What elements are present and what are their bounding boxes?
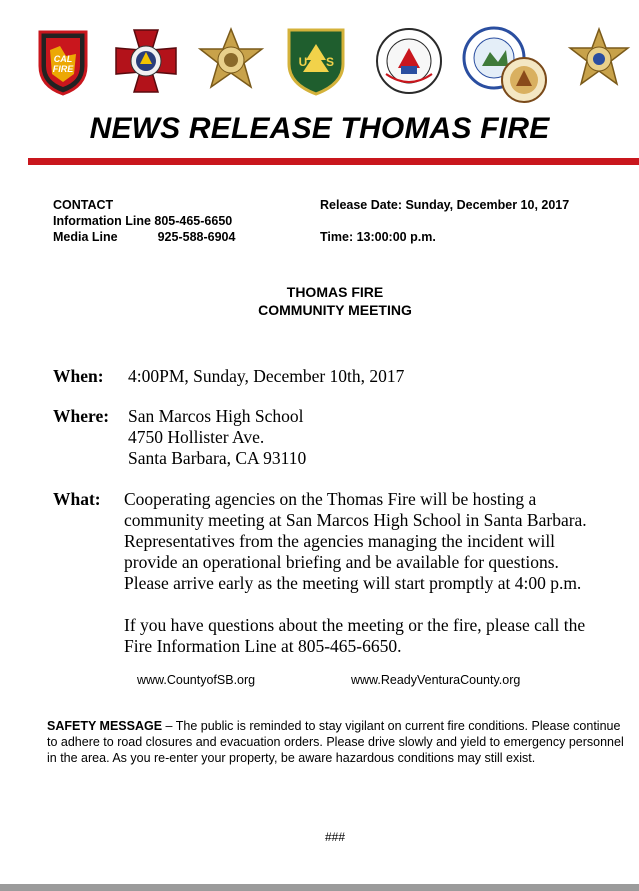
where-label: Where:	[53, 406, 110, 426]
release-time: Time: 13:00:00 p.m.	[320, 230, 436, 244]
release-date: Release Date: Sunday, December 10, 2017	[320, 198, 570, 212]
what-line: Cooperating agencies on the Thomas Fire will be hosting a	[124, 489, 537, 509]
meeting-heading	[0, 283, 639, 319]
when-label: When:	[53, 366, 104, 386]
what-label: What:	[53, 489, 101, 509]
what-line: If you have questions about the meeting or the fire, please call the	[124, 615, 586, 635]
bottom-divider	[0, 884, 639, 891]
santa-barbara-sheriff-star-icon	[196, 26, 266, 101]
agency-logos-row	[0, 26, 639, 106]
what-line: community meeting at San Marcos High School in Santa Barbara.	[124, 510, 587, 530]
contact-heading: CONTACT	[53, 198, 114, 212]
where-line-1: San Marcos High School	[128, 406, 304, 426]
svg-text:CAL: CAL	[53, 54, 73, 64]
what-paragraph-2	[124, 615, 585, 657]
release-block	[320, 197, 569, 245]
safety-message-text: – The public is reminded to stay vigilant on current fire conditions. Please continue to adhere to road closures and evacuation orders. Please drive slowly and yield to emergency personnel in the area. As you re-enter your property, be aware hazardous conditions may still exist.	[47, 719, 624, 765]
page-title: NEWS RELEASE THOMAS FIRE	[89, 112, 550, 145]
svg-text:S: S	[325, 55, 335, 69]
information-line: Information Line 805-465-6650	[53, 214, 233, 228]
where-value	[128, 406, 306, 469]
what-line: Fire Information Line at 805-465-6650.	[124, 636, 402, 656]
santa-barbara-county-fire-logo-icon	[462, 26, 552, 109]
heading-line-1: THOMAS FIRE	[286, 284, 384, 300]
ready-ventura-link[interactable]: www.ReadyVenturaCounty.org	[351, 673, 521, 687]
media-line-number: 925-588-6904	[157, 230, 236, 244]
what-line: Please arrive early as the meeting will start promptly at 4:00 p.m.	[124, 573, 582, 593]
where-line-2: 4750 Hollister Ave.	[128, 427, 265, 447]
ventura-county-fire-department-logo-icon	[374, 26, 444, 101]
when-value: 4:00PM, Sunday, December 10th, 2017	[128, 366, 405, 386]
svg-text:FIRE: FIRE	[52, 64, 74, 74]
county-sb-link[interactable]: www.CountyofSB.org	[137, 673, 256, 687]
safety-message-label: SAFETY MESSAGE	[47, 719, 163, 733]
svg-text:U: U	[298, 55, 308, 69]
heading-line-2: COMMUNITY MEETING	[258, 302, 412, 318]
media-line	[53, 229, 235, 245]
cal-fire-logo-icon	[36, 26, 90, 101]
contact-block	[53, 197, 235, 245]
ventura-sheriff-star-icon	[566, 26, 632, 99]
what-paragraph-1	[124, 489, 587, 594]
safety-message	[47, 718, 627, 766]
what-line: provide an operational briefing and be available for questions.	[124, 552, 559, 572]
ventura-county-fire-logo-icon	[112, 26, 180, 101]
title-divider	[28, 158, 639, 165]
what-line: Representatives from the agencies managing the incident will	[124, 531, 556, 551]
media-line-label: Media Line	[53, 230, 118, 244]
where-line-3: Santa Barbara, CA 93110	[128, 448, 307, 468]
end-mark: ###	[324, 830, 346, 844]
forest-service-logo-icon	[286, 26, 346, 101]
